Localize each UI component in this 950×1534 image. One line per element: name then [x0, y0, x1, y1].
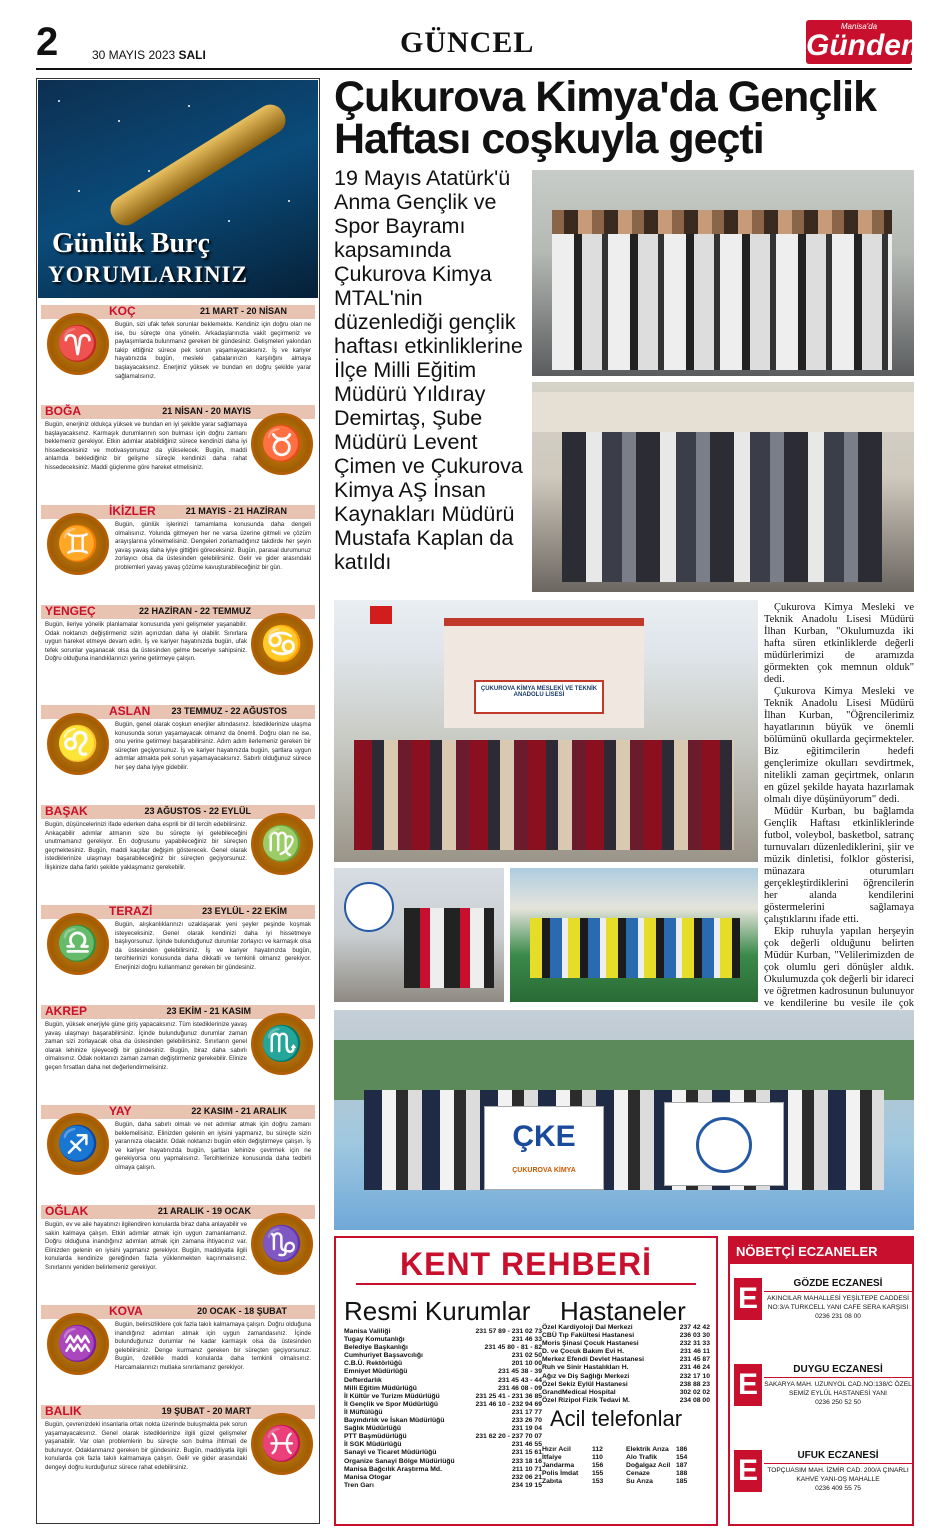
- sign-basak: ♍ BAŞAK 23 AĞUSTOS - 22 EYLÜL Bugün, düşüncelerinizi ifade ederken daha esprili bir dil tercih edebilirsiniz. Ankaçabilir adımlar atmanın size bu süreçte iyi gelebileceğini unutmamanız gerekiyor. En doğrusunu yapabileceğiniz bir süreçten geçmektesiniz. Bugün, maddi kaçıllar değişim gösterecek. Genel olarak istediklerinize ulaşmayı başarabileceğiniz bir süreçten geçiyorsunuz. İlişkinize daha farklı şekilde yaklaşmanız gerekebilir.: [41, 805, 317, 902]
- sign-yay: ♐ YAY 22 KASIM - 21 ARALIK Bugün, daha sabırlı olmalı ve net adımlar atmak için doğru zamanı beklemelisiniz. Elinizden gelenin en iyisini yapmanız, bu süreçte sizin yararınıza olacaktır. Odak noktanızı bugün etkin değiştirmeye çalışın. İş ve kariyer hayatınızda bugün, şartları lehinize çevirmek için ne gerekiyorsa onu yapmalısınız. Tercihlerinize konusunda daha tedbirli olmaya çalışın.: [41, 1105, 317, 1202]
- issue-date: 30 MAYIS 2023 SALI: [92, 48, 206, 62]
- list-item: Ağız ve Diş Sağlığı Merkezi 232 17 10: [542, 1372, 710, 1380]
- list-item: Merkez Efendi Devlet Hastanesi 231 45 87: [542, 1356, 710, 1364]
- list-item: Moris Şinasi Çocuk Hastanesi 232 31 33: [542, 1340, 710, 1348]
- capricorn-icon: ♑: [251, 1213, 313, 1275]
- sign-ikizler: ♊ İKİZLER 21 MAYIS - 21 HAZİRAN Bugün, günlük işlerinizi tamamlama konusunda daha dengeli olmalısınız. Yolunda gitmeyen her ne varsa üzerine gitmeli ve çözüm arayışlarına yönelmelisiniz. Dengeleri zorlamadığınız takdirde her şeyin yavaş yavaş daha iyiye gittiğini göreceksiniz. Bugün, parasal durumunuz zorlayıcı olsa da üstesinden gelebilirsiniz. Gelir ve gider arasındaki problemleri yavaş yavaş çözüme kavuşturabileceğiniz bir gün.: [41, 505, 317, 602]
- photo-students-group: [532, 170, 914, 376]
- newspaper-logo: Manisa'da Gündem: [806, 22, 928, 62]
- sign-yengec: ♋ YENGEÇ 22 HAZİRAN - 22 TEMMUZ Bugün, ileriye yönelik planlamalar konusunda yeni gelişmeler yaşanabilir. Odak noktanızı değiştirmeniz sizin açınızdan daha iyi olabilir. Sınırlara uygun hareket etmeye devam edin. İş ve kariyer hayatınızda bugün, ufak tefek sorunlar yaşanacak olsa da üstesinden gelme beceriye sahipsiniz. Doğru olduğuna inandıklarınızı yerine getirmeye çalışın.: [41, 605, 317, 702]
- list-item: Hızır Acil 112 Elektrik Arıza 186: [542, 1446, 688, 1453]
- list-item: Bayındırlık ve İskan Müdürlüğü 233 26 70: [344, 1417, 542, 1425]
- sign-terazi: ♎ TERAZİ 23 EYLÜL - 22 EKİM Bugün, alışkanlıklarınızı uzaklaşarak yeni şeyler peşinde koşmak isteyeceksiniz. Genel olarak kendinizi daha iyi hissetmeye başlıyorsunuz. İçinde bulunduğunuz durumlar zorlayıcı ve karmaşık olsa da üstesinden gelebilirsiniz. İş ve kariyer hayatınızda bugün, tercihlerinizi konusunda daha dikkatli ve temkinli olmanız gerekiyor. Enerjinizi doğru kullanmanız gereken bir gündesiniz.: [41, 905, 317, 1002]
- nobetci-eczaneler-title: NÖBETÇİ ECZANELER: [730, 1238, 912, 1264]
- sign-balik: ♓ BALIK 19 ŞUBAT - 20 MART Bugün, çevrenizdeki insanlarla ortak nokta üzerinde buluşmakta pek sorun yaşamayacaksınız. Genel olarak istediklerinize ilgili güzel gelişmeler yaşanabilir. Var olan problemlerin bu süreçte son bulma ihtimali de bulunuyor. Odaklanmanız gereken bir gündesiniz. Bugün, maddiyatla ilgili konularda çok fazla takılı kalmamaya çalışın. Gelir ve gider arasındaki dengeyi doğru kurduğunuz sürece rahat edebilirsiniz.: [41, 1405, 317, 1502]
- list-item: CBÜ Tıp Fakültesi Hastanesi 236 03 30: [542, 1332, 710, 1340]
- list-item: Özel Sekiz Eylül Hastanesi 238 88 23: [542, 1380, 710, 1388]
- photo-volleyball-team: [334, 868, 504, 1002]
- sign-oglak: ♑ OĞLAK 21 ARALIK - 19 OCAK Bugün, ev ve aile hayatınızı ilgilendiren konularda biraz daha anlayabilir ve sakin kalmaya çalışın. Etkin adımlar atmak için uygun zamanlamanız. Doğru olduğuna inandığınız adımları atmak için zamana ihtiyacınız var. Elinizden gelenin en iyisini yapmanız gerekiyor. Bugün, maddiyatla ilgili konularda kendinize gereğinden fazla yüklenmekten kaçınmalısınız. Sınırlarını yeniden belirlemeniz gerekiyor.: [41, 1205, 317, 1302]
- article-intro: 19 Mayıs Atatürk'ü Anma Gençlik ve Spor Bayramı kapsamında Çukurova Kimya MTAL'nin düzenlediği gençlik haftası etkinliklerine İlçe Milli Eğitim Müdürü Yıldıray Demirtaş, Şube Müdürü Levent Çimen ve Çukurova Kimya AŞ İnsan Kaynakları Müdürü Mustafa Kaplan da katıldı: [334, 166, 523, 574]
- hastaneler-list: [542, 1324, 710, 1405]
- list-item: Özel Rizipol Fizik Tedavi M. 234 08 00: [542, 1396, 710, 1404]
- list-item: Belediye Başkanlığı 231 45 80 - 81 - 82: [344, 1344, 542, 1352]
- kent-rehberi-box: [334, 1236, 718, 1526]
- school-sign: ÇUKUROVA KİMYA MESLEKİ VE TEKNİK ANADOLU LİSESİ: [474, 680, 604, 714]
- list-item: İl SGK Müdürlüğü 231 46 55: [344, 1441, 542, 1449]
- photo-football-team: [510, 868, 758, 1002]
- horoscope-subtitle: YORUMLARINIZ: [48, 262, 248, 287]
- sign-kova: ♒ KOVA 20 OCAK - 18 ŞUBAT Bugün, belirsizliklere çok fazla takılı kalmamaya çalışın. Doğru olduğuna inandığınız adımları atmak için uygun zamandasınız. İçinde bulunduğunuz durumlar ne kadar karmaşık olsa da üstesinden gelebilirsiniz. Denge kurmanız gereken bir süreçten geçiyorsunuz. Bugün, özellikle maddi konularda daha temkinli olmalısınız. Harcamalarınızı mutlaka sınırlamanız gerekiyor.: [41, 1305, 317, 1402]
- list-item: Emniyet Müdürlüğü 231 45 38 - 39: [344, 1368, 542, 1376]
- acil-telefonlar-title: Acil telefonlar: [550, 1406, 683, 1431]
- page-number: 2: [36, 20, 59, 64]
- list-item: Tren Garı 234 19 15: [344, 1481, 542, 1489]
- sign-koc: ♈ KOÇ 21 MART - 20 NİSAN Bugün, sizi ufak tefek sorunlar beklemekte. Kendiniz için doğru olan ne ise, bu süreçte ona yönelin. Arkadaşlarınızla vakit geçirmeniz ve paylaşımlarda bulunmanız gereken bir gündesiniz. Gelişmeleri yakından takip ettiğiniz sürece pek sorun yaşamayacaksınız. İş ve kariyer hayatınızda bugün, mesleki çabalarınızın karşılığını almaya başlayacaksınız. Enerjiniz yüksek ve bundan en doğru şekilde yarar sağlamalısınız.: [41, 305, 317, 402]
- article-headline: Çukurova Kimya'da Gençlik Haftası coşkuyla geçti: [334, 73, 877, 163]
- leo-icon: ♌: [47, 713, 109, 775]
- resmi-kurumlar-list: [344, 1328, 542, 1490]
- gemini-icon: ♊: [47, 513, 109, 575]
- list-item: İl Kültür ve Turizm Müdürlüğü 231 25 41 - 231 36 85: [344, 1392, 542, 1400]
- list-item: Organize Sanayi Bölge Müdürlüğü 233 18 16: [344, 1457, 542, 1465]
- sign-akrep: ♏ AKREP 23 EKİM - 21 KASIM Bugün, yüksek enerjiyle güne giriş yapacaksınız. Tüm istediklerinize yavaş yavaş ulaşmayı başarabilirsiniz. İçinde bulunduğunuz durumlar zaman zaman sizi zorlayacak olsa da üstesinden gelebilirsiniz. Sınırların genel olarak lehinize işleyeceği bir gündesiniz. Bugün, biraz daha sabırlı olmalısınız. Odak noktanızı zaman zaman değiştirmeniz gerekebilir. Elinize geçen fırsatları daha net değerlendirmelisiniz.: [41, 1005, 317, 1102]
- hastaneler-title: Hastaneler: [560, 1296, 686, 1326]
- acil-telefonlar-list: [542, 1446, 710, 1486]
- school-flag: [664, 1102, 784, 1186]
- header-rule: [36, 68, 912, 70]
- photo-folk-dance: [334, 600, 758, 862]
- scorpio-icon: ♏: [251, 1013, 313, 1075]
- aquarius-icon: ♒: [47, 1313, 109, 1375]
- cancer-icon: ♋: [251, 613, 313, 675]
- taurus-icon: ♉: [251, 413, 313, 475]
- libra-icon: ♎: [47, 913, 109, 975]
- list-item: PTT Başmüdürlüğü 231 62 20 - 237 70 07: [344, 1433, 542, 1441]
- pisces-icon: ♓: [251, 1413, 313, 1475]
- list-item: Milli Eğitim Müdürlüğü 231 46 08 - 09: [344, 1384, 542, 1392]
- banner-logo: ÇKE ÇUKUROVA KİMYA: [484, 1106, 604, 1190]
- list-item: Sanayi ve Ticaret Müdürlüğü 231 15 61: [344, 1449, 542, 1457]
- aries-icon: ♈: [47, 313, 109, 375]
- list-item: D. ve Çocuk Bakım Evi H. 231 46 11: [542, 1348, 710, 1356]
- list-item: İtfaiye 110 Alo Trafik 154: [542, 1454, 688, 1462]
- list-item: İl Gençlik ve Spor Müdürlüğü 231 46 10 - 232 94 69: [344, 1400, 542, 1408]
- nobetci-eczaneler-box: NÖBETÇİ ECZANELER E GÖZDE ECZANESİ AKINCILAR MAHALLESİ YEŞİLTEPE CADDESİ NO:3/A TURKCELL YANI CAFE SERA KARŞISI 0236 231 08 00 E DUYGU ECZANESİ SAKARYA MAH. UZUNYOL CAD.NO:138/C ÖZEL SEMİZ EYLÜL HASTANESİ YANI 0236 250 52 50 E UFUK ECZANESİ TOPÇUASIM MAH. İZMİR CAD. 200/A ÇINARLI KAHVE YANI-OŞ MAHALLE 0236 409 55 75: [728, 1236, 914, 1526]
- list-item: GrandMedical Hospital 302 02 02: [542, 1388, 710, 1396]
- photo-flower-presentation: [532, 382, 914, 592]
- list-item: Manisa Valiliği 231 57 89 - 231 02 73: [344, 1328, 542, 1335]
- pharmacy-icon: E: [734, 1450, 762, 1492]
- article-body: Çukurova Kimya Mesleki ve Teknik Anadolu Lisesi Müdürü İlhan Kurban, "Okulumuzda iki hafta süren etkinliklerde değerli müdürlerimizi de aramızda görmekten çok memnun olduk" dedi. Çukurova Kimya Mesleki ve Teknik Anadolu Lisesi Müdürü İlhan Kurban, "Öğrencilerimiz hayatlarının büyük ve önemli bölümünü okullarda geçirmekteler. Biz eğitimcilerin hedefi gençlerimize okulları sevdirtmek, nitelikli zaman geçirtmek, onların en güzel şekilde hayata hazırlamak olmalı diye düşünüyorum" dedi. Müdür Kurban, bu bağlamda Gençlik Haftası etkinliklerinde futbol, voleybol, basketbol, satranç turnuvaları düzenlediklerini, şiir ve müzik dinletisi, folklor gösterisi, münazara oturumları gerçekleştirdiklerini öğrencilerin her alanda kendilerini göstermelerini sağlamaya çalıştıklarını ifade etti. Ekip ruhuyla yapılan herşeyin çok değerli olduğunu belirten Müdür Kurban, "Velilerimizden de çok olumlu geri dönüşler aldık. Okulumuzda çok değerli bir idareci ve öğretmen kadrosunun bulunuyor ve kendilerine bu vesile ile çok: [764, 602, 914, 1034]
- sign-boga: ♉ BOĞA 21 NİSAN - 20 MAYIS Bugün, enerjiniz oldukça yüksek ve bundan en iyi şekilde yarar sağlamaya başlayacaksınız. Karmaşık durumlarının son bulması için doğru zamanı beklemeniz gerekiyor. Etkin adımlar atabildiğiniz sürece kendinizi daha iyi hissedeceksiniz ve motivasyonunuz da yükselecek. Bugün, maddi anlamda beklediğiniz bir gelişme süreçle kendinizi daha rahat hissedeceksiniz. Maddi güçlenme göre hareket etmelisiniz.: [41, 405, 317, 502]
- list-item: Jandarma 156 Doğalgaz Acil 187: [542, 1462, 688, 1470]
- list-item: Zabıta 153 Su Arıza 185: [542, 1478, 688, 1486]
- horoscope-column: [36, 78, 320, 1524]
- kent-rehberi-title: KENT REHBERİ: [336, 1238, 716, 1285]
- photo-basketball-group: [334, 1010, 914, 1230]
- list-item: Polis İmdat 155 Cenaze 188: [542, 1470, 688, 1478]
- list-item: Sağlık Müdürlüğü 231 19 04: [344, 1425, 542, 1433]
- list-item: Ruh ve Sinir Hastalıkları H. 231 46 24: [542, 1364, 710, 1372]
- pen-image: [105, 99, 291, 230]
- pharmacy-icon: E: [734, 1278, 762, 1320]
- horoscope-title: Günlük Burç: [52, 228, 210, 259]
- resmi-kurumlar-title: Resmi Kurumlar: [344, 1296, 531, 1326]
- list-item: Defterdarlık 231 45 43 - 44: [344, 1376, 542, 1384]
- list-item: Tugay Komutanlığı 231 46 33: [344, 1336, 542, 1344]
- list-item: İl Müftülüğü 231 17 77: [344, 1408, 542, 1416]
- list-item: C.B.Ü. Rektörlüğü 201 10 00: [344, 1360, 542, 1368]
- horoscope-banner: [38, 80, 318, 298]
- list-item: Özel Kardiyoloji Dal Merkezi 237 42 42: [542, 1324, 710, 1331]
- list-item: Cumhuriyet Başsavcılığı 231 02 50: [344, 1352, 542, 1360]
- list-item: Manisa Otogar 232 06 21: [344, 1473, 542, 1481]
- sign-aslan: ♌ ASLAN 23 TEMMUZ - 22 AĞUSTOS Bugün, genel olarak coşkun enerjiler altındasınız. İstediklerinize ulaşma konusunda sorun yaşamayacak olmanız da önemli. Doğru olan ne ise, onu yerine getirmeyi başarabilirsiniz. Adım adım ilerlemeniz gereken bir süreçten geçiyorsunuz. İş ve kariyer hayatınızda bugün, şartlara uygun adımlar atmakta pek sorun yaşamayacaksınız. Sabırlı olduğunuz sürece her şey daha iyiye gidebilir.: [41, 705, 317, 802]
- list-item: Manisa Bağcılık Araştırma Md. 211 10 71: [344, 1465, 542, 1473]
- section-title: GÜNCEL: [400, 26, 535, 59]
- sagittarius-icon: ♐: [47, 1113, 109, 1175]
- pharmacy-icon: E: [734, 1364, 762, 1406]
- virgo-icon: ♍: [251, 813, 313, 875]
